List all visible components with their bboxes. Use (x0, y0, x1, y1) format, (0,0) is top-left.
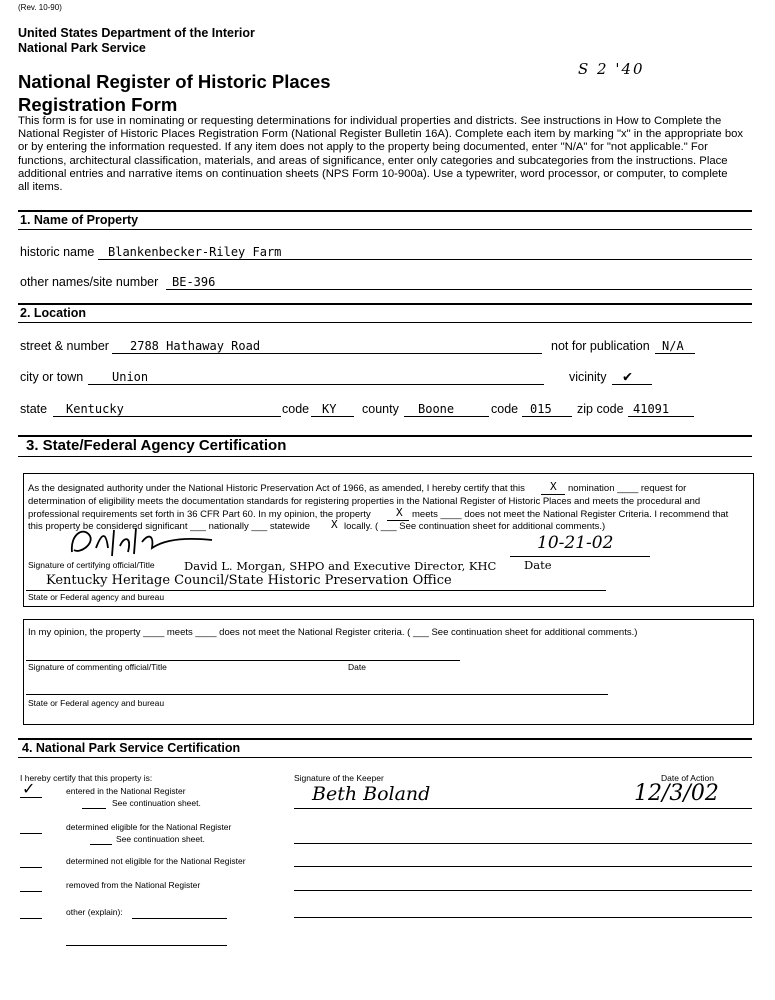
field-underline (628, 416, 694, 417)
service-name: National Park Service (18, 41, 146, 55)
zip-label: zip code (577, 402, 624, 416)
not-for-publication-value[interactable]: N/A (662, 339, 684, 353)
section-rule (18, 210, 752, 212)
received-stamp: S 2 '40 (578, 60, 645, 78)
cert-meets-mark[interactable]: X (396, 506, 403, 519)
option-other: other (explain): (66, 907, 123, 917)
field-underline (612, 384, 652, 385)
vicinity-check[interactable]: ✔ (623, 367, 633, 385)
cert-text-line: As the designated authority under the National Historic Preservation Act of 1966, as amended, I hereby certify that this (28, 483, 525, 494)
section-2-heading: 2. Location (20, 306, 86, 320)
other-explain-field[interactable] (66, 945, 227, 946)
keeper-signature-label: Signature of the Keeper (294, 773, 384, 783)
commenting-signature-label: Signature of commenting official/Title (28, 662, 167, 672)
historic-name-label: historic name (20, 245, 95, 259)
cert-nomination-text: nomination ____ request for (568, 483, 687, 494)
street-value[interactable]: 2788 Hathaway Road (130, 339, 261, 353)
checkbox-line[interactable] (20, 867, 42, 868)
certifying-official: David L. Morgan, SHPO and Executive Director, KHC (184, 559, 497, 573)
checkbox-line[interactable] (20, 797, 42, 798)
intro-line: all items. (18, 181, 63, 194)
intro-line: This form is for use in nominating or requesting determinations for individual properties and districts. See instructions in How to Complete the (18, 115, 722, 127)
field-underline (522, 416, 572, 417)
state-code-value[interactable]: KY (322, 402, 337, 416)
field-underline (26, 590, 606, 591)
cert-signature-label: Signature of certifying official/Title (28, 560, 155, 570)
field-underline (112, 353, 542, 354)
option-not-eligible: determined not eligible for the National Register (66, 856, 246, 866)
county-code-value[interactable]: 015 (530, 402, 552, 416)
section-rule (18, 229, 752, 230)
opinion-text: In my opinion, the property ____ meets ____ does not meet the National Register criteria. ( ___ See continuation sheet for additional comments.) (28, 627, 638, 638)
field-underline (510, 556, 650, 557)
form-title: National Register of Historic Places (18, 71, 331, 92)
option-continuation: See continuation sheet. (116, 834, 205, 844)
section-rule (18, 738, 752, 740)
field-underline (294, 808, 752, 809)
keeper-signature: Beth Boland (312, 783, 431, 805)
field-underline (26, 660, 460, 661)
field-underline (311, 416, 354, 417)
county-label: county (362, 402, 399, 416)
field-underline (294, 866, 752, 867)
cert-text-line: professional requirements set forth in 36 CFR Part 60. In my opinion, the property (28, 509, 371, 520)
field-underline (294, 917, 752, 918)
section-1-heading: 1. Name of Property (20, 213, 139, 227)
field-underline (294, 890, 752, 891)
other-explain-field[interactable] (132, 918, 227, 919)
checkbox-line[interactable] (20, 891, 42, 892)
option-entered: entered in the National Register (66, 786, 186, 796)
section-rule (18, 757, 752, 758)
cert-meets-text: meets ____ does not meet the National Register Criteria. I recommend that (412, 509, 729, 520)
cert-text-line: this property be considered significant ___ nationally ___ statewide (28, 521, 311, 532)
field-underline (53, 416, 281, 417)
city-value[interactable]: Union (112, 370, 149, 384)
section-rule (18, 456, 752, 457)
section-4-heading: 4. National Park Service Certification (22, 741, 241, 755)
option-removed: removed from the National Register (66, 880, 201, 890)
option-continuation: See continuation sheet. (112, 798, 201, 808)
field-underline (404, 416, 489, 417)
street-label: street & number (20, 339, 109, 353)
cert-locally-mark[interactable]: X (331, 518, 338, 531)
certifying-agency: Kentucky Heritage Council/State Historic Preservation Office (46, 573, 452, 588)
intro-line: National Register of Historic Places Registration Form (National Register Bulletin 16A). Complete each item by marking "x" in the appropriate box (18, 128, 744, 141)
other-names-value[interactable]: BE-396 (172, 275, 216, 289)
section-3-heading: 3. State/Federal Agency Certification (26, 437, 287, 454)
not-for-publication-label: not for publication (551, 339, 650, 353)
cert-locally-text: locally. ( ___ See continuation sheet for additional comments.) (344, 521, 606, 532)
intro-line: additional entries and narrative items on continuation sheets (NPS Form 10-900a). Use a typewriter, word processor, or computer, to complete (18, 167, 728, 180)
checkbox-line[interactable] (20, 918, 42, 919)
section-rule (18, 322, 752, 323)
field-underline (166, 289, 752, 290)
field-underline (655, 353, 695, 354)
form-revision: (Rev. 10-90) (18, 3, 62, 12)
certifying-signature (62, 522, 217, 562)
historic-name-value[interactable]: Blankenbecker-Riley Farm (108, 245, 282, 259)
keeper-certify-intro: I hereby certify that this property is: (20, 773, 153, 783)
section-rule (18, 303, 752, 305)
county-code-label: code (491, 402, 519, 416)
checkbox-line[interactable] (20, 833, 42, 834)
entered-check-mark[interactable]: ✓ (22, 781, 36, 798)
field-underline (26, 694, 608, 695)
date-of-action-handwritten: 12/3/02 (634, 781, 719, 806)
state-value[interactable]: Kentucky (66, 402, 124, 416)
zip-value[interactable]: 41091 (633, 402, 670, 416)
county-value[interactable]: Boone (418, 402, 455, 416)
date-of-action-label: Date of Action (661, 773, 714, 783)
commenting-agency-label: State or Federal agency and bureau (28, 698, 165, 708)
option-eligible: determined eligible for the National Register (66, 822, 232, 832)
checkbox-line[interactable] (82, 808, 106, 809)
state-label: state (20, 402, 48, 416)
field-underline (541, 494, 565, 495)
city-label: city or town (20, 370, 84, 384)
other-names-label: other names/site number (20, 275, 159, 289)
checkbox-line[interactable] (90, 844, 112, 845)
cert-nomination-mark[interactable]: X (550, 480, 557, 493)
field-underline (98, 259, 752, 260)
cert-date-handwritten: 10-21-02 (537, 533, 614, 553)
cert-text-line: determination of eligibility meets the documentation standards for registering properties in the National Register of Historic Places and meets the procedural and (28, 496, 701, 507)
intro-paragraph (18, 115, 763, 194)
state-code-label: code (282, 402, 310, 416)
department-name: United States Department of the Interior (18, 26, 255, 40)
cert-date-label: Date (524, 558, 552, 572)
commenting-date-label: Date (348, 662, 366, 672)
intro-line: functions, architectural classification, materials, and areas of significance, enter only categories and subcategories from the instructions. Place (18, 154, 728, 167)
intro-line: or by entering the information requested. If any item does not apply to the property being documented, enter "N/A" for "not applicable." For (18, 141, 708, 154)
field-underline (88, 384, 544, 385)
field-underline (294, 843, 752, 844)
vicinity-label: vicinity (569, 370, 607, 384)
form-subtitle: Registration Form (18, 94, 178, 115)
cert-agency-label: State or Federal agency and bureau (28, 592, 165, 602)
